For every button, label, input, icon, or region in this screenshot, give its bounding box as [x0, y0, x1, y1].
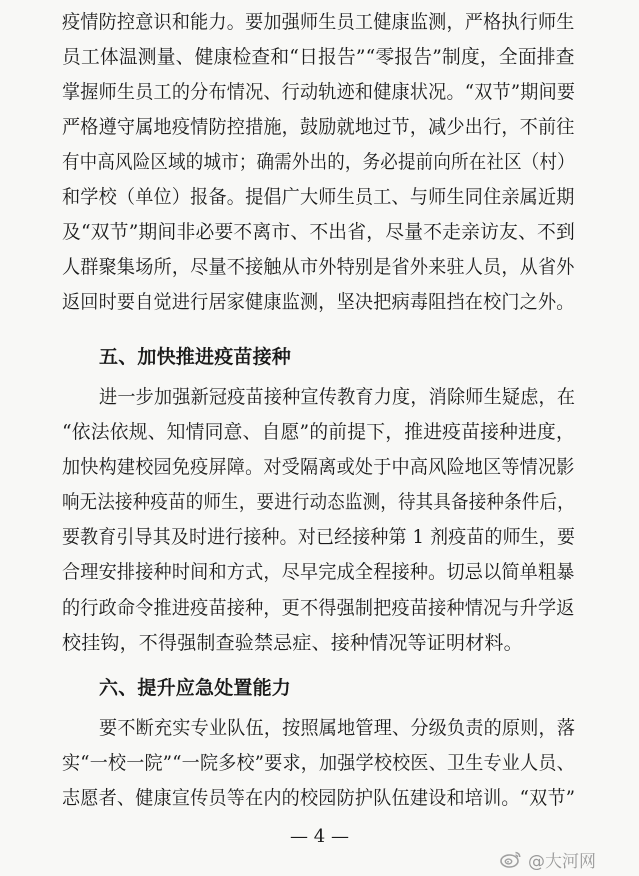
text-line: 有中高风险区域的城市；确需外出的，务必提前向所在社区（村） [62, 151, 575, 173]
text-line: 的行政命令推进疫苗接种，更不得强制把疫苗接种情况与升学返 [62, 597, 575, 619]
text-line: “依法依规、知情同意、自愿”的前提下，推进疫苗接种进度， [62, 421, 576, 443]
text-line: 返回时要自觉进行居家健康监测，坚决把病毒阻挡在校门之外。 [62, 291, 575, 313]
text-line: 及“双节”期间非必要不离市、不出省，尽量不走亲访友、不到 [62, 221, 576, 243]
text-line: 志愿者、健康宣传员等在内的校园防护队伍建设和培训。“双节” [62, 787, 576, 809]
text-line: 校挂钩，不得强制查验禁忌症、接种情况等证明材料。 [62, 632, 523, 654]
page-number: — 4 — [290, 826, 349, 847]
text-line: 实“一校一院”“一院多校”要求，加强学校校医、卫生专业人员、 [62, 752, 575, 774]
text-line: 人群聚集场所，尽量不接触从市外特别是省外来驻人员，从省外 [62, 256, 575, 278]
text-line: 要不断充实专业队伍，按照属地管理、分级负责的原则，落 [99, 717, 576, 739]
text-line: 合理安排接种时间和方式，尽早完成全程接种。切忌以简单粗暴 [62, 561, 575, 583]
text-line: 员工体温测量、健康检查和“日报告”“零报告”制度，全面排查 [62, 46, 575, 68]
text-line: 响无法接种疫苗的师生，要进行动态监测，待其具备接种条件后， [62, 491, 575, 513]
text-line: 加快构建校园免疫屏障。对受隔离或处于中高风险地区等情况影 [62, 456, 575, 478]
text-line: 疫情防控意识和能力。要加强师生员工健康监测，严格执行师生 [62, 11, 575, 33]
section-heading-5: 五、加快推进疫苗接种 [99, 346, 292, 368]
text-line: 掌握师生员工的分布情况、行动轨迹和健康状况。“双节”期间要 [62, 81, 576, 103]
section-heading-6: 六、提升应急处置能力 [99, 677, 292, 699]
text-line: 要教育引导其及时进行接种。对已经接种第 1 剂疫苗的师生，要 [62, 526, 576, 548]
watermark [500, 847, 596, 871]
text-line: 和学校（单位）报备。提倡广大师生员工、与师生同住亲属近期 [62, 186, 575, 208]
weibo-icon [500, 850, 522, 868]
watermark-text: @大河网 [528, 851, 596, 872]
text-line: 进一步加强新冠疫苗接种宣传教育力度，消除师生疑虑，在 [99, 386, 576, 408]
text-line: 严格遵守属地疫情防控措施，鼓励就地过节，减少出行，不前往 [62, 116, 575, 138]
